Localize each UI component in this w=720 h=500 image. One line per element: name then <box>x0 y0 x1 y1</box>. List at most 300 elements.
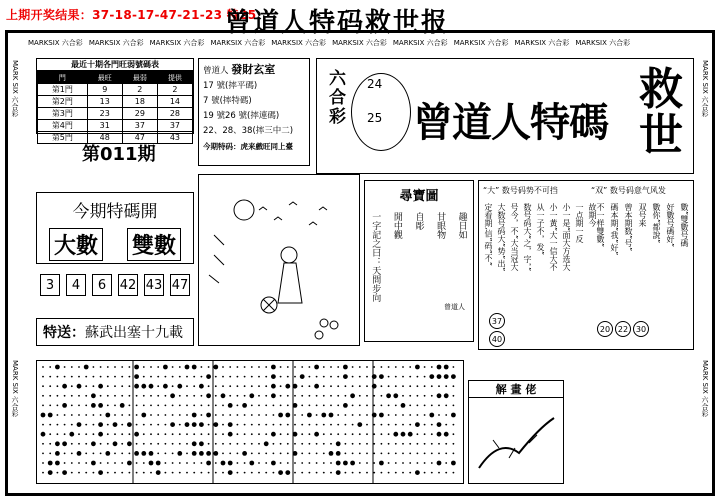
grid-dot <box>373 424 375 426</box>
grid-dot <box>316 443 318 445</box>
grid-dot <box>309 366 311 368</box>
grid-dot <box>49 453 51 455</box>
grid-dot <box>199 422 204 427</box>
grid-dot <box>437 393 442 398</box>
grid-dot <box>136 395 138 397</box>
grid-dot <box>143 366 145 368</box>
grid-dot <box>352 424 354 426</box>
grid-dot <box>323 433 325 435</box>
grid-dot <box>157 443 159 445</box>
table-row: 第2門 13 18 14 <box>38 96 193 108</box>
grid-dot <box>237 453 239 455</box>
grid-dot <box>143 395 145 397</box>
grid-dot <box>294 424 296 426</box>
grid-dot <box>271 384 276 389</box>
grid-dot <box>431 472 433 474</box>
grid-dot <box>55 461 60 466</box>
grid-dot <box>91 393 96 398</box>
grid-dot <box>121 366 123 368</box>
grid-dot <box>316 453 318 455</box>
grid-dot <box>336 441 341 446</box>
grid-dot <box>438 414 440 416</box>
grid-dot <box>201 472 203 474</box>
grid-dot <box>229 385 231 387</box>
treasure-map-box <box>364 180 474 342</box>
grid-dot <box>93 366 95 368</box>
grid-dot <box>107 462 109 464</box>
grid-dot <box>285 470 290 475</box>
tip-column: 曾本期数”号” <box>624 203 633 252</box>
treasure-line: 17 號(摔平碼) <box>203 81 258 91</box>
grid-dot <box>294 462 296 464</box>
grid-dot <box>215 405 217 407</box>
grid-dot <box>316 414 318 416</box>
grid-dot <box>323 424 325 426</box>
grid-dot <box>229 366 231 368</box>
grid-dot <box>409 453 411 455</box>
grid-dot <box>91 403 96 408</box>
grid-dot <box>98 470 103 475</box>
grid-dot <box>366 366 368 368</box>
grid-dot <box>107 385 109 387</box>
grid-dot <box>417 453 419 455</box>
grid-dot <box>402 443 404 445</box>
grid-dot <box>55 451 60 456</box>
grid-dot <box>314 365 319 370</box>
grid-dot <box>136 472 138 474</box>
grid-dot <box>206 374 211 379</box>
grid-dot <box>258 366 260 368</box>
grid-dot <box>213 451 218 456</box>
grid-dot <box>366 443 368 445</box>
grid-dot <box>120 403 125 408</box>
grid-dot <box>222 414 224 416</box>
treasure-special: 今期特码：虎来戲旺同上臺 <box>203 142 293 151</box>
grid-dot <box>379 413 384 418</box>
grid-dot <box>301 424 303 426</box>
grid-dot <box>352 385 354 387</box>
grid-dot <box>366 385 368 387</box>
brand-strip-item: MARKSIX 六合彩 <box>332 39 387 47</box>
grid-dot <box>381 433 383 435</box>
treasure-line: 22、28、38(摔三中二) <box>203 126 294 136</box>
grid-dot <box>134 365 139 370</box>
grid-dot <box>150 366 152 368</box>
illustration-box <box>198 174 360 346</box>
grid-dot <box>201 395 203 397</box>
grid-dot <box>129 472 131 474</box>
grid-dot <box>273 453 275 455</box>
grid-dot <box>77 384 82 389</box>
grid-dot <box>301 395 303 397</box>
grid-dot <box>409 414 411 416</box>
number-cell: 6 <box>92 274 112 296</box>
grid-dot <box>237 385 239 387</box>
grid-dot <box>199 441 204 446</box>
grid-dot <box>121 424 123 426</box>
grid-dot <box>98 403 103 408</box>
grid-dot <box>381 453 383 455</box>
grid-dot <box>352 405 354 407</box>
grid-dot <box>388 366 390 368</box>
grid-dot <box>78 405 80 407</box>
grid-dot <box>373 462 375 464</box>
tip-column: 从一子不，发” <box>536 203 545 256</box>
number-cell: 42 <box>118 274 138 296</box>
grid-dot <box>330 472 332 474</box>
grid-dot <box>323 462 325 464</box>
grid-dot <box>258 395 260 397</box>
grid-dot <box>345 472 347 474</box>
grid-dot <box>402 424 404 426</box>
grid-dot <box>431 395 433 397</box>
grid-dot <box>409 376 411 378</box>
grid-dot <box>424 453 426 455</box>
grid-dot <box>71 414 73 416</box>
grid-dot <box>273 424 275 426</box>
grid-dot <box>100 366 102 368</box>
grid-dot <box>294 376 296 378</box>
grid-dot <box>186 405 188 407</box>
grid-dot <box>445 405 447 407</box>
grid-dot <box>64 376 66 378</box>
number-cell: 47 <box>170 274 190 296</box>
grid-dot <box>445 443 447 445</box>
grid-dot <box>278 470 283 475</box>
grid-dot <box>388 462 390 464</box>
grid-dot <box>85 405 87 407</box>
grid-dot <box>62 403 67 408</box>
grid-dot <box>237 405 239 407</box>
grid-dot <box>451 374 456 379</box>
grid-dot <box>287 376 289 378</box>
grid-dot <box>373 433 375 435</box>
grid-dot <box>244 462 246 464</box>
grid-dot <box>143 433 145 435</box>
grid-dot <box>323 453 325 455</box>
grid-dot <box>177 384 182 389</box>
grid-dot <box>143 472 145 474</box>
table-row: 第1門 9 2 2 <box>38 84 193 96</box>
grid-dot <box>179 414 181 416</box>
grid-dot <box>150 424 152 426</box>
grid-dot <box>229 453 231 455</box>
grid-dot <box>71 424 73 426</box>
brand-strip-item: MARKSIX 六合彩 <box>88 39 144 47</box>
grid-dot <box>64 414 66 416</box>
grid-dot <box>163 384 168 389</box>
logo-save-1: 救 <box>639 64 683 115</box>
grid-dot <box>121 376 123 378</box>
tip-ball: 22 <box>615 321 631 337</box>
grid-dot <box>49 385 51 387</box>
grid-dot <box>265 453 267 455</box>
grid-dot <box>402 414 404 416</box>
grid-dot <box>172 472 174 474</box>
grid-dot <box>208 433 210 435</box>
grid-dot <box>244 385 246 387</box>
grid-dot <box>114 395 116 397</box>
grid-dot <box>237 424 239 426</box>
grid-dot <box>186 414 188 416</box>
grid-dot <box>192 365 197 370</box>
grid-dot <box>265 395 267 397</box>
grid-dot <box>409 424 411 426</box>
grid-dot <box>121 443 123 445</box>
grid-dot <box>330 385 332 387</box>
grid-dot <box>100 443 102 445</box>
grid-dot <box>265 462 267 464</box>
grid-dot <box>114 462 116 464</box>
grid-dot <box>57 433 59 435</box>
grid-dot <box>244 366 246 368</box>
grid-dot <box>258 472 260 474</box>
grid-dot <box>316 405 318 407</box>
grid-dot <box>265 414 267 416</box>
grid-dot <box>156 470 161 475</box>
grid-dot <box>85 376 87 378</box>
tip-left-balls <box>489 313 505 347</box>
col-header: 門 <box>38 72 88 84</box>
grid-dot <box>352 376 354 378</box>
grid-dot <box>337 376 339 378</box>
grid-dot <box>424 462 426 464</box>
grid-dot <box>93 433 95 435</box>
grid-dot <box>78 462 80 464</box>
tip-column: 一点期一反 <box>575 203 584 243</box>
grid-dot <box>314 384 319 389</box>
grid-dot <box>179 462 181 464</box>
grid-dot <box>337 366 339 368</box>
grid-dot <box>337 395 339 397</box>
grid-dot <box>381 395 383 397</box>
grid-dot <box>64 433 66 435</box>
grid-dot <box>114 472 116 474</box>
grid-dot <box>453 405 455 407</box>
grid-dot <box>192 451 197 456</box>
col-header: 提供 <box>157 72 192 84</box>
grid-dot <box>366 376 368 378</box>
grid-dot <box>244 376 246 378</box>
grid-dot <box>85 443 87 445</box>
grid-dot <box>237 366 239 368</box>
grid-dot <box>316 395 318 397</box>
grid-dot <box>352 433 354 435</box>
tip-ball: 30 <box>633 321 649 337</box>
grid-dot <box>309 395 311 397</box>
grid-dot <box>445 385 447 387</box>
grid-dot <box>57 395 59 397</box>
tip-column: 小一黃”大一信大不 <box>549 203 558 272</box>
grid-dot <box>57 414 59 416</box>
grid-dot <box>431 462 433 464</box>
grid-dot <box>199 451 204 456</box>
dot-grid-box <box>36 360 464 484</box>
grid-dot <box>401 432 406 437</box>
grid-dot <box>64 424 66 426</box>
grid-dot <box>57 424 59 426</box>
grid-dot <box>93 472 95 474</box>
grid-dot <box>201 366 203 368</box>
grid-dot <box>301 472 303 474</box>
grid-dot <box>388 405 390 407</box>
grid-dot <box>129 395 131 397</box>
grid-dot <box>330 395 332 397</box>
double-number-badge: 雙數 <box>127 228 181 261</box>
grid-dot <box>107 433 109 435</box>
logo-name: 曾道人特碼 <box>413 99 608 146</box>
grid-dot <box>165 376 167 378</box>
grid-dot <box>329 413 334 418</box>
grid-dot <box>165 462 167 464</box>
grid-dot <box>57 472 59 474</box>
grid-dot <box>287 453 289 455</box>
tip-column: 数号码大“之，字，” <box>523 203 532 272</box>
issue-label: 第011期 <box>82 144 156 165</box>
grid-dot <box>157 433 159 435</box>
grid-dot <box>345 453 347 455</box>
tip-right-title: “双” 数号码意气风发 <box>591 186 666 195</box>
grid-dot <box>265 376 267 378</box>
grid-dot <box>343 461 348 466</box>
grid-dot <box>352 453 354 455</box>
stats-table-box <box>36 58 194 142</box>
grid-dot <box>337 385 339 387</box>
grid-dot <box>114 453 116 455</box>
grid-dot <box>323 405 325 407</box>
grid-dot <box>100 453 102 455</box>
grid-dot <box>321 413 326 418</box>
grid-dot <box>301 453 303 455</box>
grid-dot <box>265 433 267 435</box>
grid-dot <box>258 462 260 464</box>
grid-dot <box>222 376 224 378</box>
grid-dot <box>136 424 138 426</box>
fisherman-illustration <box>199 175 359 345</box>
grid-dot <box>165 424 167 426</box>
grid-dot <box>366 414 368 416</box>
grid-dot <box>417 405 419 407</box>
grid-dot <box>213 365 218 370</box>
grid-dot <box>114 385 116 387</box>
grid-dot <box>357 422 362 427</box>
grid-dot <box>49 443 51 445</box>
grid-dot <box>172 376 174 378</box>
grid-dot <box>265 405 267 407</box>
grid-dot <box>141 413 146 418</box>
grid-dot <box>78 376 80 378</box>
grid-dot <box>134 384 139 389</box>
grid-dot <box>301 462 303 464</box>
grid-dot <box>143 424 145 426</box>
grid-dot <box>100 462 102 464</box>
grid-dot <box>287 366 289 368</box>
grid-dot <box>395 462 397 464</box>
map-col: 甘眼物 <box>435 212 446 239</box>
treasure-line: 7 號(摔特碼) <box>203 96 252 106</box>
grid-dot <box>402 395 404 397</box>
grid-dot <box>98 432 103 437</box>
grid-dot <box>323 472 325 474</box>
grid-dot <box>373 472 375 474</box>
grid-dot <box>424 366 426 368</box>
grid-dot <box>215 414 217 416</box>
grid-dot <box>64 395 66 397</box>
treasure-box <box>198 58 310 166</box>
table-row: 第4門 31 37 37 <box>38 120 193 132</box>
grid-dot <box>431 443 433 445</box>
grid-dot <box>345 433 347 435</box>
grid-dot <box>136 405 138 407</box>
grid-dot <box>49 376 51 378</box>
grid-dot <box>373 366 375 368</box>
brand-strip-item: MARKSIX 六合彩 <box>453 39 509 47</box>
left-vertical-brand-2: MARK SIX 六合彩 <box>11 360 19 418</box>
grid-dot <box>343 374 348 379</box>
grid-dot <box>388 453 390 455</box>
grid-dot <box>366 453 368 455</box>
big-number-badge: 大數 <box>49 228 103 261</box>
grid-dot <box>431 453 433 455</box>
grid-dot <box>114 366 116 368</box>
grid-dot <box>42 376 44 378</box>
tip-column: 故期今 <box>588 203 597 227</box>
number-list <box>40 274 190 296</box>
treasure-label: 發財玄室 <box>231 63 276 76</box>
grid-dot <box>141 451 146 456</box>
grid-dot <box>393 432 398 437</box>
grid-dot <box>179 395 181 397</box>
grid-dot <box>157 453 159 455</box>
grid-dot <box>64 453 66 455</box>
grid-dot <box>136 443 138 445</box>
grid-dot <box>366 433 368 435</box>
grid-dot <box>201 462 203 464</box>
grid-dot <box>415 470 420 475</box>
grid-dot <box>215 376 217 378</box>
grid-dot <box>42 462 44 464</box>
grid-dot <box>172 414 174 416</box>
grid-dot <box>359 453 361 455</box>
grid-dot <box>438 405 440 407</box>
grid-dot <box>242 451 247 456</box>
grid-dot <box>366 462 368 464</box>
grid-dot <box>179 472 181 474</box>
grid-dot <box>265 366 267 368</box>
grid-dot <box>249 461 254 466</box>
grid-dot <box>129 376 131 378</box>
grid-dot <box>98 384 103 389</box>
grid-dot <box>359 462 361 464</box>
grid-dot <box>330 443 332 445</box>
grid-dot <box>345 443 347 445</box>
grid-dot <box>352 443 354 445</box>
grid-dot <box>222 366 224 368</box>
grid-dot <box>337 414 339 416</box>
grid-dot <box>201 405 203 407</box>
grid-dot <box>415 422 420 427</box>
grid-dot <box>330 424 332 426</box>
grid-dot <box>172 405 174 407</box>
tip-ball: 40 <box>489 331 505 347</box>
grid-dot <box>42 385 44 387</box>
grid-dot <box>192 441 197 446</box>
grid-dot <box>393 393 398 398</box>
grid-dot <box>424 433 426 435</box>
grid-dot <box>453 366 455 368</box>
grid-dot <box>105 413 110 418</box>
grid-dot <box>251 385 253 387</box>
